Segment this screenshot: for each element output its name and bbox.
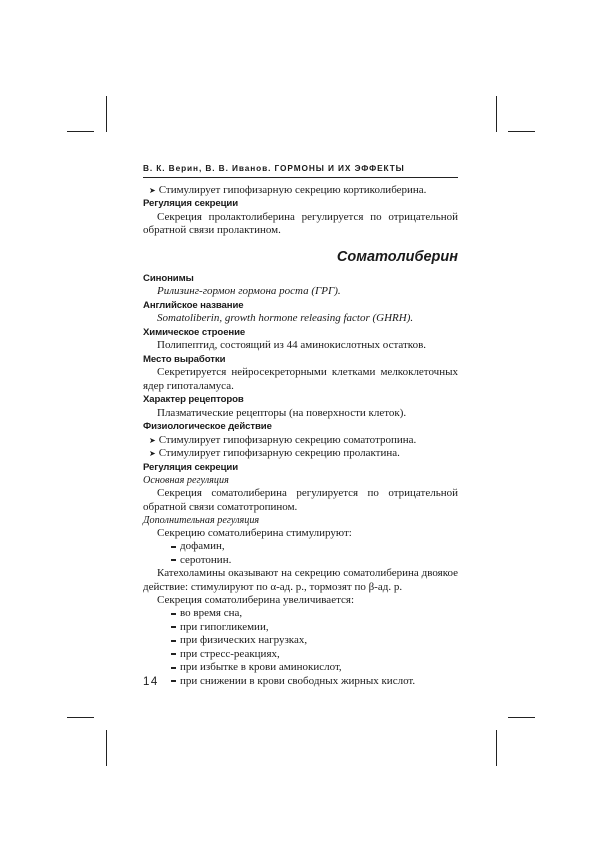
dash-bullet-icon	[171, 546, 176, 548]
dash-bullet-icon	[171, 559, 176, 561]
dash-bullet-icon	[171, 653, 176, 655]
paragraph: Секреция соматолиберина увеличивается:	[157, 594, 355, 607]
arrow-bullet-icon: ➤	[149, 449, 156, 459]
paragraph: Плазматические рецепторы (на поверхности клеток).	[157, 406, 407, 419]
page-title: Соматолиберин	[336, 248, 458, 265]
list-item: при физических нагрузках,	[143, 634, 458, 647]
crop-mark	[67, 717, 94, 718]
dash-bullet-icon	[171, 640, 176, 642]
dash-bullet-icon	[171, 667, 176, 669]
subheading: Дополнительная регуляция	[143, 515, 260, 527]
list-item: при гипогликемии,	[143, 621, 458, 634]
section-heading: Синонимы	[143, 272, 194, 284]
section-heading: Английское название	[143, 299, 244, 311]
list-item: при снижении в крови свободных жирных кислот.	[143, 675, 458, 688]
section-heading: Физиологическое действие	[143, 421, 272, 433]
paragraph: Секреция пролактолиберина регулируется по отрицательной обратной связи пролактином.	[143, 211, 458, 237]
running-head: В. К. Верин, В. В. Иванов. ГОРМОНЫ И ИХ ЭФФЕКТЫ	[143, 163, 405, 173]
dash-bullet-icon	[171, 626, 176, 628]
list-item: во время сна,	[143, 607, 458, 620]
arrow-bullet-icon: ➤	[149, 435, 156, 445]
page-number: 14	[143, 676, 159, 688]
section-heading: Характер рецепторов	[143, 394, 244, 406]
crop-mark	[67, 131, 94, 132]
list-item: ➤ Стимулирует гипофизарную секрецию соматотропина.	[149, 433, 417, 446]
dash-bullet-icon	[171, 613, 176, 615]
crop-mark	[496, 96, 497, 132]
subheading: Основная регуляция	[143, 475, 229, 487]
crop-mark	[106, 730, 107, 766]
section-heading: Регуляция секреции	[143, 461, 239, 473]
paragraph: Катехоламины оказывают на секрецию соматолиберина двоякое действие: стимулируют по α-ад. р., тормозят по β-ад. р.	[143, 567, 458, 593]
paragraph: Секреция соматолиберина регулируется по отрицательной обратной связи соматотропином.	[143, 487, 458, 513]
crop-mark	[106, 96, 107, 132]
list-item: дофамин,	[143, 540, 458, 553]
list-item: ➤ Стимулирует гипофизарную секрецию кортиколиберина.	[149, 184, 427, 196]
list-item: ➤ Стимулирует гипофизарную секрецию пролактина.	[149, 447, 400, 460]
list-item: серотонин.	[143, 554, 458, 567]
section-heading: Регуляция секреции	[143, 198, 239, 210]
paragraph: Секрецию соматолиберина стимулируют:	[157, 527, 352, 540]
paragraph: Секретируется нейросекреторными клетками мелкоклеточных ядер гипоталамуса.	[143, 366, 458, 392]
crop-mark	[496, 730, 497, 766]
paragraph: Somatoliberin, growth hormone releasing factor (GHRH).	[157, 312, 414, 325]
section-heading: Химическое строение	[143, 326, 246, 338]
header-rule	[143, 177, 458, 178]
list-item: при стресс-реакциях,	[143, 648, 458, 661]
crop-mark	[508, 131, 535, 132]
section-heading: Место выработки	[143, 353, 226, 365]
paragraph: Полипептид, состоящий из 44 аминокислотных остатков.	[157, 339, 427, 352]
paragraph: Рилизинг-гормон гормона роста (ГРГ).	[157, 285, 341, 298]
dash-bullet-icon	[171, 680, 176, 682]
page-content	[143, 184, 458, 688]
list-item: при избытке в крови аминокислот,	[143, 661, 458, 674]
crop-mark	[508, 717, 535, 718]
arrow-bullet-icon: ➤	[149, 186, 156, 195]
